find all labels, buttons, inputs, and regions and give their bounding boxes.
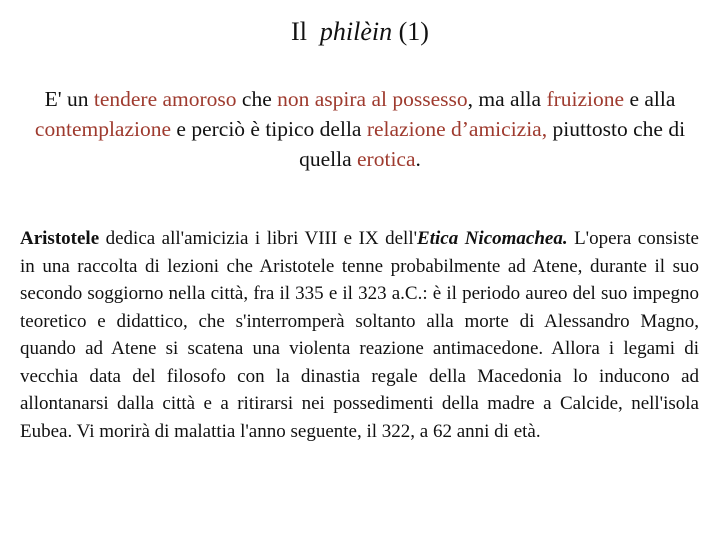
title-prefix: Il <box>291 17 307 46</box>
page-title <box>0 17 720 47</box>
intro-seg: e perciò è tipico della <box>171 117 367 141</box>
work-title: Etica Nicomachea. <box>417 228 568 249</box>
intro-highlight: non aspira al possesso <box>277 87 468 111</box>
body-paragraph <box>20 225 699 445</box>
title-italic: philèin <box>319 17 393 46</box>
intro-highlight: contemplazione <box>34 117 172 141</box>
intro-seg: . <box>415 147 421 171</box>
body-text-1: dedica all'amicizia i libri VIII e IX dell' <box>99 228 418 249</box>
intro-seg: piuttosto che di quella <box>299 117 686 171</box>
intro-seg: E' un <box>44 87 94 111</box>
intro-highlight: relazione d’amicizia, <box>366 117 548 141</box>
title-suffix: (1) <box>398 17 429 46</box>
intro-paragraph <box>24 84 696 174</box>
author-name: Aristotele <box>20 228 100 249</box>
intro-highlight: erotica <box>357 147 416 171</box>
intro-seg: che <box>236 87 278 111</box>
body-text-2: L'opera consiste in una raccolta di lezioni che Aristotele tenne probabilmente ad Atene, durante il suo secondo soggiorno nella città, fra il 335 e il 323 a.C.: è il periodo aureo del suo impegno teoretico e didattico, che s'interromperà soltanto alla morte di Alessandro Magno, quando ad Atene si scatena una violenta reazione antimacedone. Allora i legami di vecchia data del filosofo con la dinastia regale della Macedonia lo inducono ad allontanarsi dalla città e a ritirarsi nei possedimenti della madre a Calcide, nell'isola Eubea. Vi morirà di malattia l'anno seguente, il 322, a 62 anni di età. <box>20 228 699 442</box>
intro-seg: , ma alla <box>467 87 547 111</box>
intro-seg: e alla <box>624 87 676 111</box>
intro-highlight: fruizione <box>546 87 625 111</box>
intro-highlight: tendere amoroso <box>93 87 237 111</box>
